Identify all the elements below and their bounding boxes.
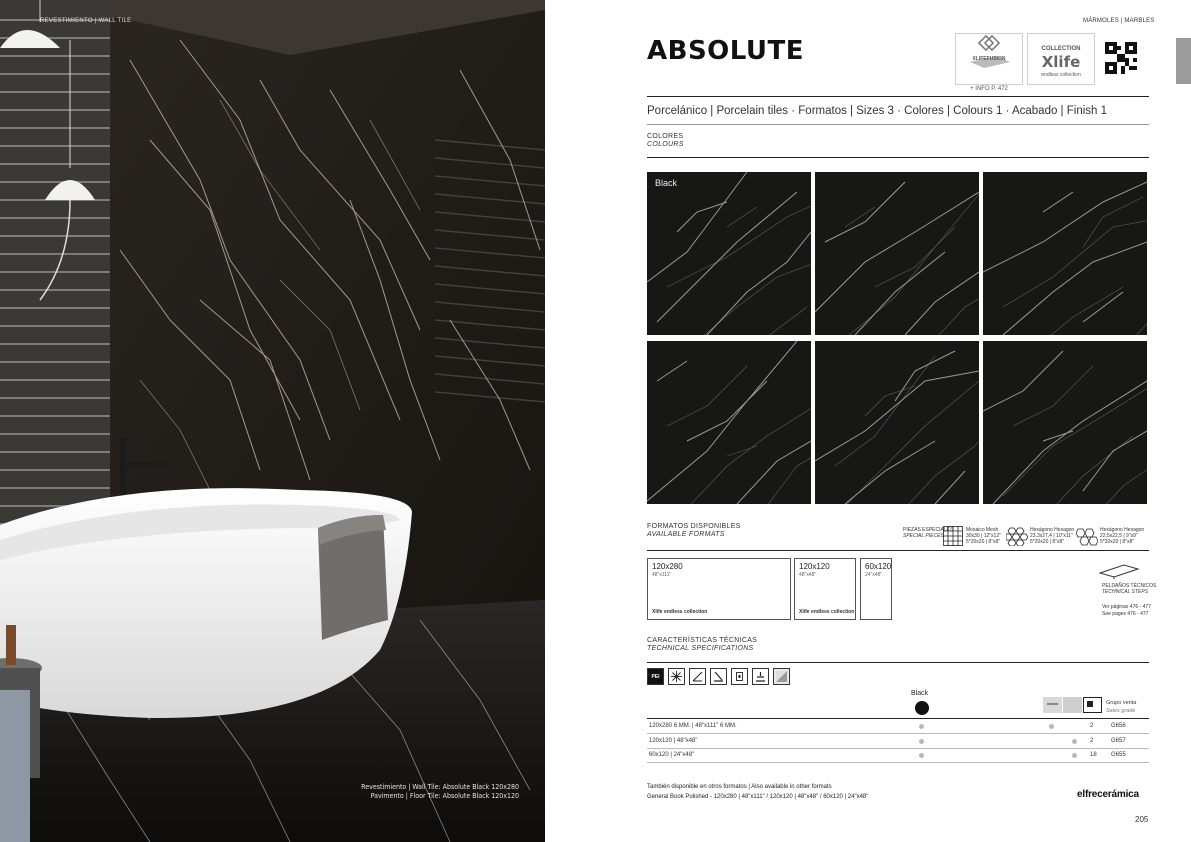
hexagon-large-icon (1076, 526, 1098, 546)
special-piece-pcs: 5*20x20 | 8"x8" (1100, 539, 1135, 545)
colours-label (647, 133, 684, 149)
sales-grade-label (1106, 699, 1136, 715)
specs-table-row (647, 749, 1149, 763)
row-code: G656 (1111, 723, 1126, 729)
colours-label-en: COLOURS (647, 141, 684, 148)
special-piece-dims: 23,3x27,4 | 10"x11" (1030, 533, 1073, 539)
technical-steps-es: PELDAÑOS TÉCNICOS (1102, 583, 1157, 589)
brand-logo: elfrecerámica (1077, 789, 1139, 800)
format-inches: 24"x48" (865, 572, 883, 578)
technical-step-icon (1098, 563, 1140, 579)
spec-line: Porcelánico | Porcelain tiles · Formatos | Sizes 3 · Colores | Colours 1 · Acabado | Finish 1 (647, 105, 1107, 117)
title-rule (647, 96, 1149, 97)
collection-top-text: COLLECTION (1041, 46, 1081, 52)
format-120x120 (794, 558, 856, 620)
format-size: 120x120 (799, 562, 830, 571)
availability-dot (919, 753, 924, 758)
abrasion-resistance-icon (689, 668, 706, 685)
technical-steps-pages (1102, 604, 1151, 618)
special-piece-dims: 22,5x22,5 | 9"x9" (1100, 533, 1138, 539)
photo-caption-wall: Revestimiento | Wall Tile: Absolute Black 120x280 (361, 783, 519, 791)
row-format: 120x280 6 MM. | 48"x111" 6 MM. (649, 723, 737, 729)
row-format: 120x120 | 48"x48" (649, 738, 698, 744)
special-piece-name: Hexágono Hexagon (1030, 527, 1075, 533)
formats-rule (647, 550, 1149, 551)
colour-column-header: Black (911, 690, 929, 697)
technical-specs-label (647, 637, 757, 653)
photo-caption-floor: Pavimento | Floor Tile: Absolute Black 120x120 (370, 792, 519, 800)
formats-label-en: AVAILABLE FORMATS (647, 531, 725, 538)
footer-notes (647, 782, 868, 802)
technical-steps-pages-es: Ver páginas 476 - 477 (1102, 604, 1151, 610)
special-piece-pcs: 5*20x20 | 8"x8" (1030, 539, 1065, 545)
colour-swatch-tile (815, 341, 979, 504)
photo-header: REVESTIMIENTO | WALL TILE (40, 18, 132, 24)
formats-label-es: FORMATOS DISPONIBLES (647, 523, 741, 530)
specs-table-row (647, 735, 1149, 749)
special-pieces-es: PIEZAS ESPECIALES (903, 527, 954, 533)
footer-other-formats: También disponible en otros formatos | Also available in other formats (647, 784, 832, 790)
qr-code-icon[interactable] (1105, 42, 1137, 74)
row-code: G655 (1111, 752, 1126, 758)
colour-swatch-tile (647, 172, 811, 335)
xlifefusion-note: + INFO P. 472 (970, 86, 1008, 92)
row-format: 60x120 | 24"x48" (649, 752, 695, 758)
special-piece-mesh (966, 527, 1001, 545)
black-colour-dot (915, 701, 929, 715)
rectified-icon (731, 668, 748, 685)
colour-swatch-tile (647, 341, 811, 504)
special-piece-name: Mosaico Mesh (966, 527, 999, 533)
xlife-collection-logo (1027, 33, 1095, 85)
special-piece-name: Hexágono Hexagon (1100, 527, 1145, 533)
collection-sub: endless collection (1041, 72, 1081, 78)
pei-icon: PEI (647, 668, 664, 685)
format-logo: Xlife endless collection (652, 609, 708, 615)
special-pieces-en: SPECIAL PIECES (903, 533, 944, 539)
packaging-box-icon (1043, 697, 1062, 713)
table-top-rule (647, 718, 1149, 719)
availability-dot (1072, 739, 1077, 744)
availability-dot (1049, 724, 1054, 729)
format-60x120 (860, 558, 892, 620)
special-piece-hexagon-2 (1100, 527, 1144, 545)
format-120x280 (647, 558, 791, 620)
xlifefusion-icon (956, 34, 1022, 70)
availability-dot (919, 739, 924, 744)
colour-swatch-tile (815, 172, 979, 335)
bathroom-photo (0, 0, 545, 842)
hexagon-mosaic-icon (1006, 526, 1028, 546)
footer-general-book: General Book Polished - 120x280 | 48"x111" / 120x120 | 48"x48" / 60x120 | 24"x48" (647, 794, 869, 800)
colours-rule (647, 157, 1149, 158)
availability-dot (1072, 753, 1077, 758)
pallet-icon (1063, 697, 1082, 713)
frost-resistance-icon (668, 668, 685, 685)
row-pieces: 2 (1090, 738, 1094, 744)
technical-icons (647, 668, 790, 685)
slip-resistance-icon (710, 668, 727, 685)
xlifefusion-text: XLIFEFUSION (972, 56, 1006, 62)
sales-grade-en: Sales grade (1106, 708, 1136, 714)
format-size: 60x120 (865, 562, 892, 571)
technical-specs-en: TECHNICAL SPECIFICATIONS (647, 645, 754, 652)
swatch-label: Black (655, 178, 678, 188)
shade-variation-icon (773, 668, 790, 685)
collection-name: Xlife (1041, 53, 1081, 71)
technical-steps-label (1102, 583, 1156, 595)
colours-label-es: COLORES (647, 133, 684, 140)
section-label: MÁRMOLES | MARBLES (1083, 18, 1155, 24)
sales-grade-es: Grupo venta (1106, 700, 1137, 706)
row-pieces: 18 (1090, 752, 1097, 758)
format-inches: 48"x111" (652, 572, 672, 578)
chemical-resistance-icon (752, 668, 769, 685)
specs-table-row (647, 720, 1149, 734)
xlifefusion-logo (955, 33, 1023, 92)
technical-specs-es: CARACTERÍSTICAS TÉCNICAS (647, 637, 758, 644)
page-title: ABSOLUTE (647, 36, 805, 66)
row-code: G657 (1111, 738, 1126, 744)
bathroom-scene (0, 0, 545, 842)
special-piece-dims: 30x30 | 12"x12" (966, 533, 1001, 539)
format-size: 120x280 (652, 562, 683, 571)
photo-caption (361, 783, 519, 801)
format-logo: Xlife endless collection (799, 609, 855, 615)
availability-dot (919, 724, 924, 729)
mosaic-mesh-icon (943, 526, 963, 546)
weight-icon (1083, 697, 1102, 713)
formats-label (647, 523, 741, 539)
page-number: 205 (1135, 815, 1149, 824)
row-pieces: 2 (1090, 723, 1094, 729)
colour-swatch-tile (983, 172, 1147, 335)
page-tab-marker (1176, 38, 1191, 84)
special-piece-hexagon-1 (1030, 527, 1074, 545)
spec-rule (647, 124, 1149, 125)
technical-steps-pages-en: See pages 476 - 477 (1102, 611, 1149, 617)
special-piece-pcs: 5*20x20 | 8"x8" (966, 539, 1001, 545)
technical-rule (647, 662, 1149, 663)
colour-swatch-tile (983, 341, 1147, 504)
format-inches: 48"x48" (799, 572, 817, 578)
technical-steps-en: TECHNICAL STEPS (1102, 589, 1149, 595)
